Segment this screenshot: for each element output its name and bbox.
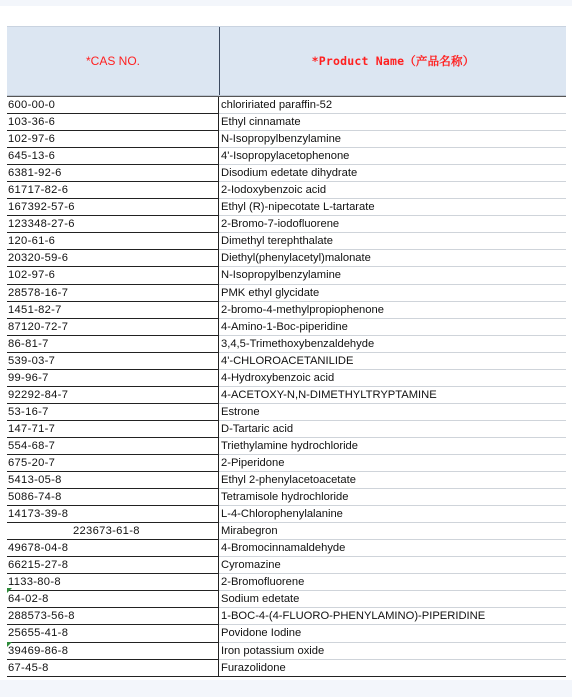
cas-number-cell[interactable]: 1133-80-8: [7, 574, 219, 591]
table-row: [7, 302, 566, 319]
cas-number-cell[interactable]: 39469-86-8: [7, 643, 219, 660]
table-row: [7, 506, 566, 523]
cas-number-cell[interactable]: 539-03-7: [7, 353, 219, 370]
cas-number-cell[interactable]: 5413-05-8: [7, 472, 219, 489]
product-name-cell[interactable]: 4-Amino-1-Boc-piperidine: [219, 319, 566, 336]
product-name-cell[interactable]: 2-bromo-4-methylpropiophenone: [219, 302, 566, 319]
product-name-cell[interactable]: Tetramisole hydrochloride: [219, 489, 566, 506]
table-row: [7, 438, 566, 455]
table-row: [7, 387, 566, 404]
table-row: [7, 404, 566, 421]
cas-number-cell[interactable]: 92292-84-7: [7, 387, 219, 404]
cas-number-cell[interactable]: 600-00-0: [7, 97, 219, 114]
product-name-cell[interactable]: 2-Bromofluorene: [219, 574, 566, 591]
table-row: [7, 97, 566, 114]
product-name-cell[interactable]: Ethyl (R)-nipecotate L-tartarate: [219, 199, 566, 216]
cas-column-header[interactable]: *CAS NO.: [7, 27, 220, 95]
table-row: [7, 250, 566, 267]
table-row: [7, 540, 566, 557]
cas-number-cell[interactable]: 120-61-6: [7, 233, 219, 250]
product-name-cell[interactable]: 4-ACETOXY-N,N-DIMETHYLTRYPTAMINE: [219, 387, 566, 404]
cas-number-cell[interactable]: 167392-57-6: [7, 199, 219, 216]
table-row: [7, 625, 566, 642]
product-name-cell[interactable]: Dimethyl terephthalate: [219, 233, 566, 250]
cas-number-cell[interactable]: 1451-82-7: [7, 302, 219, 319]
cas-number-cell[interactable]: 49678-04-8: [7, 540, 219, 557]
product-name-cell[interactable]: Diethyl(phenylacetyl)malonate: [219, 250, 566, 267]
cas-number-cell[interactable]: 25655-41-8: [7, 625, 219, 642]
product-name-cell[interactable]: Ethyl cinnamate: [219, 114, 566, 131]
table-row: [7, 455, 566, 472]
table-row: [7, 267, 566, 284]
cas-number-cell[interactable]: 103-36-6: [7, 114, 219, 131]
product-name-cell[interactable]: D-Tartaric acid: [219, 421, 566, 438]
product-name-cell[interactable]: 1-BOC-4-(4-FLUORO-PHENYLAMINO)-PIPERIDINE: [219, 608, 566, 625]
table-row: [7, 199, 566, 216]
table-row: [7, 148, 566, 165]
cas-number-cell[interactable]: 223673-61-8: [7, 523, 219, 540]
error-indicator-icon: [7, 642, 12, 647]
cas-number-cell[interactable]: 87120-72-7: [7, 319, 219, 336]
cas-number-cell[interactable]: 102-97-6: [7, 267, 219, 284]
product-table: [7, 26, 566, 677]
table-row: [7, 472, 566, 489]
cas-number-cell[interactable]: 14173-39-8: [7, 506, 219, 523]
cas-number-cell[interactable]: 554-68-7: [7, 438, 219, 455]
product-name-cell[interactable]: Povidone Iodine: [219, 625, 566, 642]
table-row: [7, 489, 566, 506]
cas-number-cell[interactable]: 645-13-6: [7, 148, 219, 165]
table-row: [7, 114, 566, 131]
table-row: [7, 353, 566, 370]
product-name-cell[interactable]: N-Isopropylbenzylamine: [219, 131, 566, 148]
table-row: [7, 557, 566, 574]
product-name-cell[interactable]: Disodium edetate dihydrate: [219, 165, 566, 182]
table-row: [7, 608, 566, 625]
cas-number-cell[interactable]: 86-81-7: [7, 336, 219, 353]
table-row: [7, 574, 566, 591]
cas-number-cell[interactable]: 20320-59-6: [7, 250, 219, 267]
product-name-cell[interactable]: Mirabegron: [219, 523, 566, 540]
product-name-cell[interactable]: 2-Iodoxybenzoic acid: [219, 182, 566, 199]
table-row: [7, 643, 566, 660]
table-header: [7, 26, 566, 96]
product-name-cell[interactable]: 4'-CHLOROACETANILIDE: [219, 353, 566, 370]
table-row: [7, 233, 566, 250]
cas-number-cell[interactable]: 675-20-7: [7, 455, 219, 472]
bottom-margin: [0, 680, 572, 697]
cas-number-cell[interactable]: 5086-74-8: [7, 489, 219, 506]
table-row: [7, 165, 566, 182]
table-row: [7, 660, 566, 677]
cas-number-cell[interactable]: 61717-82-6: [7, 182, 219, 199]
cas-number-cell[interactable]: 6381-92-6: [7, 165, 219, 182]
table-body: [7, 96, 566, 677]
cas-number-cell[interactable]: 64-02-8: [7, 591, 219, 608]
cas-number-cell[interactable]: 147-71-7: [7, 421, 219, 438]
cas-number-cell[interactable]: 288573-56-8: [7, 608, 219, 625]
cas-number-cell[interactable]: 99-96-7: [7, 370, 219, 387]
cas-number-cell[interactable]: 67-45-8: [7, 660, 219, 677]
product-name-cell[interactable]: 3,4,5-Trimethoxybenzaldehyde: [219, 336, 566, 353]
product-name-cell[interactable]: PMK ethyl glycidate: [219, 285, 566, 302]
cas-number-cell[interactable]: 53-16-7: [7, 404, 219, 421]
product-name-cell[interactable]: Furazolidone: [219, 660, 566, 677]
table-row: [7, 591, 566, 608]
cas-number-cell[interactable]: 28578-16-7: [7, 285, 219, 302]
product-name-cell[interactable]: 4-Hydroxybenzoic acid: [219, 370, 566, 387]
table-row: [7, 421, 566, 438]
table-row: [7, 370, 566, 387]
product-name-cell[interactable]: N-Isopropylbenzylamine: [219, 267, 566, 284]
table-row: [7, 131, 566, 148]
product-name-cell[interactable]: 2-Bromo-7-iodofluorene: [219, 216, 566, 233]
product-name-cell[interactable]: Iron potassium oxide: [219, 643, 566, 660]
product-name-cell[interactable]: 4'-Isopropylacetophenone: [219, 148, 566, 165]
product-name-cell[interactable]: chloririated paraffin-52: [219, 97, 566, 114]
table-row: [7, 216, 566, 233]
product-name-cell[interactable]: Triethylamine hydrochloride: [219, 438, 566, 455]
product-name-cell[interactable]: Cyromazine: [219, 557, 566, 574]
error-indicator-icon: [7, 588, 12, 593]
product-name-cell[interactable]: Estrone: [219, 404, 566, 421]
table-row: [7, 319, 566, 336]
table-row: [7, 182, 566, 199]
table-row: [7, 523, 566, 540]
cas-number-cell[interactable]: 102-97-6: [7, 131, 219, 148]
cas-number-cell[interactable]: 66215-27-8: [7, 557, 219, 574]
product-name-cell[interactable]: Ethyl 2-phenylacetoacetate: [219, 472, 566, 489]
product-name-cell[interactable]: L-4-Chlorophenylalanine: [219, 506, 566, 523]
cas-number-cell[interactable]: 123348-27-6: [7, 216, 219, 233]
product-name-cell[interactable]: 2-Piperidone: [219, 455, 566, 472]
product-name-cell[interactable]: Sodium edetate: [219, 591, 566, 608]
table-row: [7, 336, 566, 353]
product-name-column-header[interactable]: *Product Name（产品名称）: [311, 54, 475, 68]
top-margin: [0, 0, 572, 6]
product-name-cell[interactable]: 4-Bromocinnamaldehyde: [219, 540, 566, 557]
table-row: [7, 285, 566, 302]
